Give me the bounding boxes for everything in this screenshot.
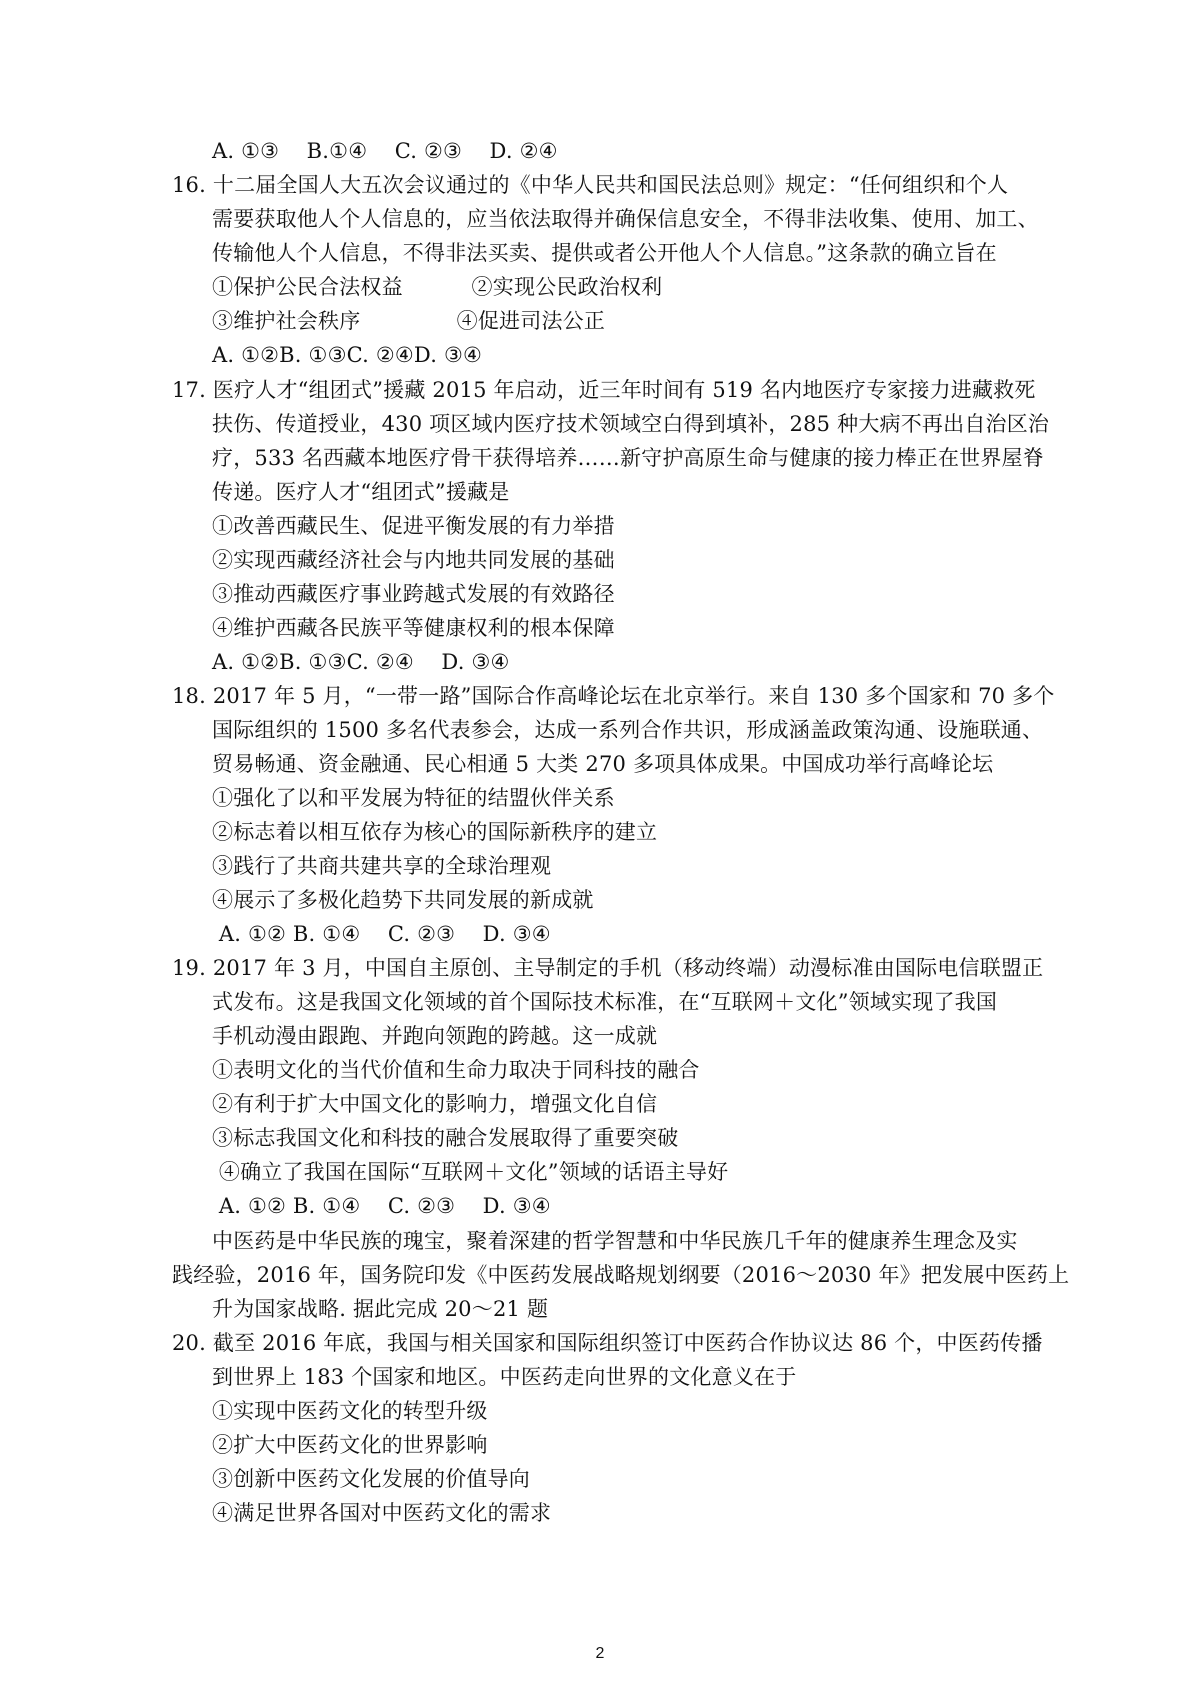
text-line: ②扩大中医药文化的世界影响	[212, 1433, 488, 1457]
text-line: ②有利于扩大中国文化的影响力，增强文化自信	[212, 1092, 658, 1116]
text-line: ②标志着以相互依存为核心的国际新秩序的建立	[212, 820, 658, 844]
text-line: ①改善西藏民生、促进平衡发展的有力举措	[212, 514, 615, 538]
text-line: 手机动漫由跟跑、并跑向领跑的跨越。这一成就	[212, 1024, 658, 1048]
text-line: 17. 医疗人才“组团式”援藏 2015 年启动，近三年时间有 519 名内地医疗专家接力进藏救死	[172, 378, 1036, 402]
text-line: ①表明文化的当代价值和生命力取决于同科技的融合	[212, 1058, 700, 1082]
text-line: ④维护西藏各民族平等健康权利的根本保障	[212, 616, 615, 640]
text-line: 国际组织的 1500 多名代表参会，达成一系列合作共识，形成涵盖政策沟通、设施联通、	[212, 718, 1044, 742]
text-line: 中医药是中华民族的瑰宝，聚着深建的哲学智慧和中华民族几千年的健康养生理念及实	[212, 1229, 1018, 1253]
text-line: ①强化了以和平发展为特征的结盟伙伴关系	[212, 786, 615, 810]
text-line: 19. 2017 年 3 月，中国自主原创、主导制定的手机（移动终端）动漫标准由国际电信联盟正	[172, 956, 1044, 980]
text-line: 式发布。这是我国文化领域的首个国际技术标准，在“互联网＋文化”领域实现了我国	[212, 990, 998, 1014]
text-line: 到世界上 183 个国家和地区。中医药走向世界的文化意义在于	[212, 1365, 797, 1389]
text-line: 贸易畅通、资金融通、民心相通 5 大类 270 多项具体成果。中国成功举行高峰论坛	[212, 752, 994, 776]
text-line: 扶伤、传道授业，430 项区域内医疗技术领域空白得到填补，285 种大病不再出自治区治	[212, 412, 1050, 436]
text-line: ③标志我国文化和科技的融合发展取得了重要突破	[212, 1126, 679, 1150]
text-line: ④满足世界各国对中医药文化的需求	[212, 1501, 552, 1525]
text-line: 16. 十二届全国人大五次会议通过的《中华人民共和国民法总则》规定：“任何组织和个人	[172, 173, 1009, 197]
text-line: 18. 2017 年 5 月，“一带一路”国际合作高峰论坛在北京举行。来自 130 多个国家和 70 多个	[172, 684, 1055, 708]
text-line: A. ①② B. ①④ C. ②③ D. ③④	[212, 1194, 551, 1218]
text-line: ②实现西藏经济社会与内地共同发展的基础	[212, 548, 615, 572]
text-line: A. ①② B. ①④ C. ②③ D. ③④	[212, 922, 551, 946]
text-line: 20. 截至 2016 年底，我国与相关国家和国际组织签订中医药合作协议达 86 个，中医药传播	[172, 1331, 1043, 1355]
text-line: 疗，533 名西藏本地医疗骨干获得培养……新守护高原生命与健康的接力棒正在世界屋脊	[212, 446, 1044, 470]
text-line: ④展示了多极化趋势下共同发展的新成就	[212, 888, 594, 912]
text-line: ①实现中医药文化的转型升级	[212, 1399, 488, 1423]
text-line: 传输他人个人信息，不得非法买卖、提供或者公开他人个人信息。”这条款的确立旨在	[212, 241, 997, 265]
text-line: A. ①②B. ①③C. ②④ D. ③④	[212, 650, 510, 674]
text-line: A. ①②B. ①③C. ②④D. ③④	[212, 343, 483, 367]
text-line: ④确立了我国在国际“互联网＋文化”领域的话语主导好	[212, 1160, 729, 1184]
text-line: ③践行了共商共建共享的全球治理观	[212, 854, 552, 878]
text-line: 升为国家战略. 据此完成 20～21 题	[212, 1297, 549, 1321]
text-line: 践经验，2016 年，国务院印发《中医药发展战略规划纲要（2016～2030 年》把发展中医药上	[172, 1263, 1070, 1287]
text-line: ③创新中医药文化发展的价值导向	[212, 1467, 530, 1491]
page-number: 2	[595, 1645, 605, 1662]
text-line: ③推动西藏医疗事业跨越式发展的有效路径	[212, 582, 615, 606]
text-line: ①保护公民合法权益 ②实现公民政治权利	[212, 275, 663, 299]
text-line: ③维护社会秩序 ④促进司法公正	[212, 309, 606, 333]
text-line: 传递。医疗人才“组团式”援藏是	[212, 480, 510, 504]
text-line: A. ①③ B.①④ C. ②③ D. ②④	[212, 139, 558, 163]
text-line: 需要获取他人个人信息的，应当依法取得并确保信息安全，不得非法收集、使用、加工、	[212, 207, 1039, 231]
